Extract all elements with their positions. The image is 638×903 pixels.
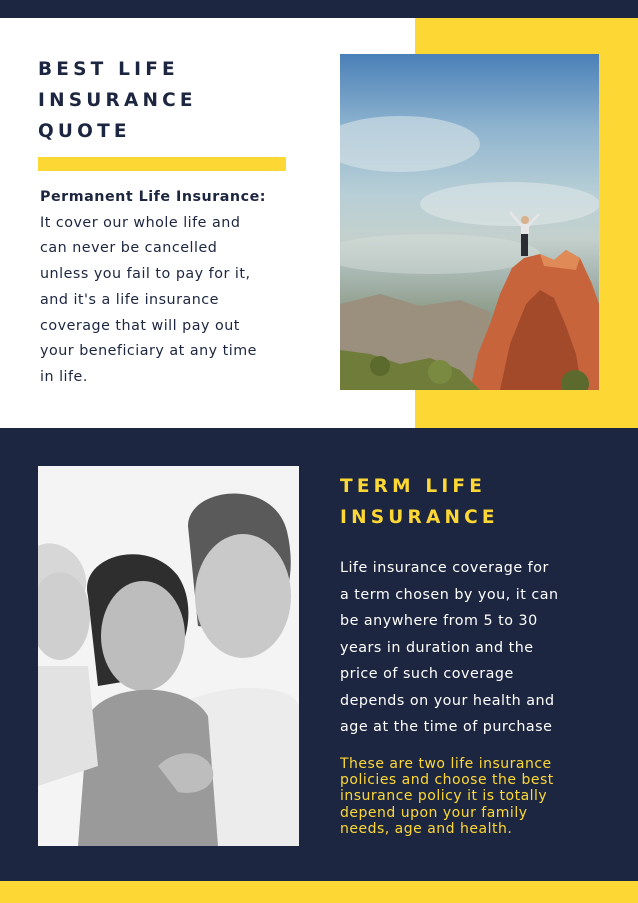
term-title-line-2: INSURANCE <box>340 507 499 528</box>
family-photo <box>38 466 299 846</box>
permanent-insurance-description <box>40 185 312 391</box>
term-insurance-description <box>340 555 610 741</box>
bottom-yellow-band <box>0 881 638 903</box>
permanent-text-line: unless you fail to pay for it, <box>40 266 251 283</box>
summary-text-line: These are two life insurance <box>340 756 552 772</box>
policy-summary <box>340 756 610 837</box>
summary-text-line: depend upon your family <box>340 804 528 821</box>
permanent-insurance-heading: Permanent Life Insurance: <box>40 189 266 205</box>
term-text-line: age at the time of purchase <box>340 719 553 735</box>
permanent-text-line: in life. <box>40 368 88 385</box>
term-text-line: price of such coverage <box>340 666 514 682</box>
term-title-line-1: TERM LIFE <box>340 476 487 497</box>
title-underline-bar <box>38 157 286 171</box>
term-life-title <box>340 471 600 533</box>
summary-text-line: needs, age and health. <box>340 820 513 837</box>
permanent-text-line: It cover our whole life and <box>40 214 241 231</box>
permanent-text-line: coverage that will pay out <box>40 317 240 334</box>
title-line-3: QUOTE <box>38 121 131 142</box>
permanent-text-line: can never be cancelled <box>40 240 218 257</box>
summary-text-line: insurance policy it is totally <box>340 788 548 805</box>
permanent-text-line: and it's a life insurance <box>40 291 219 308</box>
term-text-line: depends on your health and <box>340 692 555 709</box>
top-navy-band <box>0 0 638 18</box>
cliff-climber-illustration <box>340 54 599 390</box>
title-line-1: BEST LIFE <box>38 59 179 80</box>
title-line-2: INSURANCE <box>38 90 197 111</box>
term-text-line: be anywhere from 5 to 30 <box>340 613 538 629</box>
term-text-line: Life insurance coverage for <box>340 560 549 576</box>
cliff-climber-photo <box>340 54 599 390</box>
term-text-line: years in duration and the <box>340 639 534 656</box>
page-title <box>38 54 298 147</box>
family-portrait-illustration <box>38 466 299 846</box>
summary-text-line: policies and choose the best <box>340 772 554 789</box>
permanent-text-line: your beneficiary at any time <box>40 343 257 360</box>
term-text-line: a term chosen by you, it can <box>340 586 559 603</box>
